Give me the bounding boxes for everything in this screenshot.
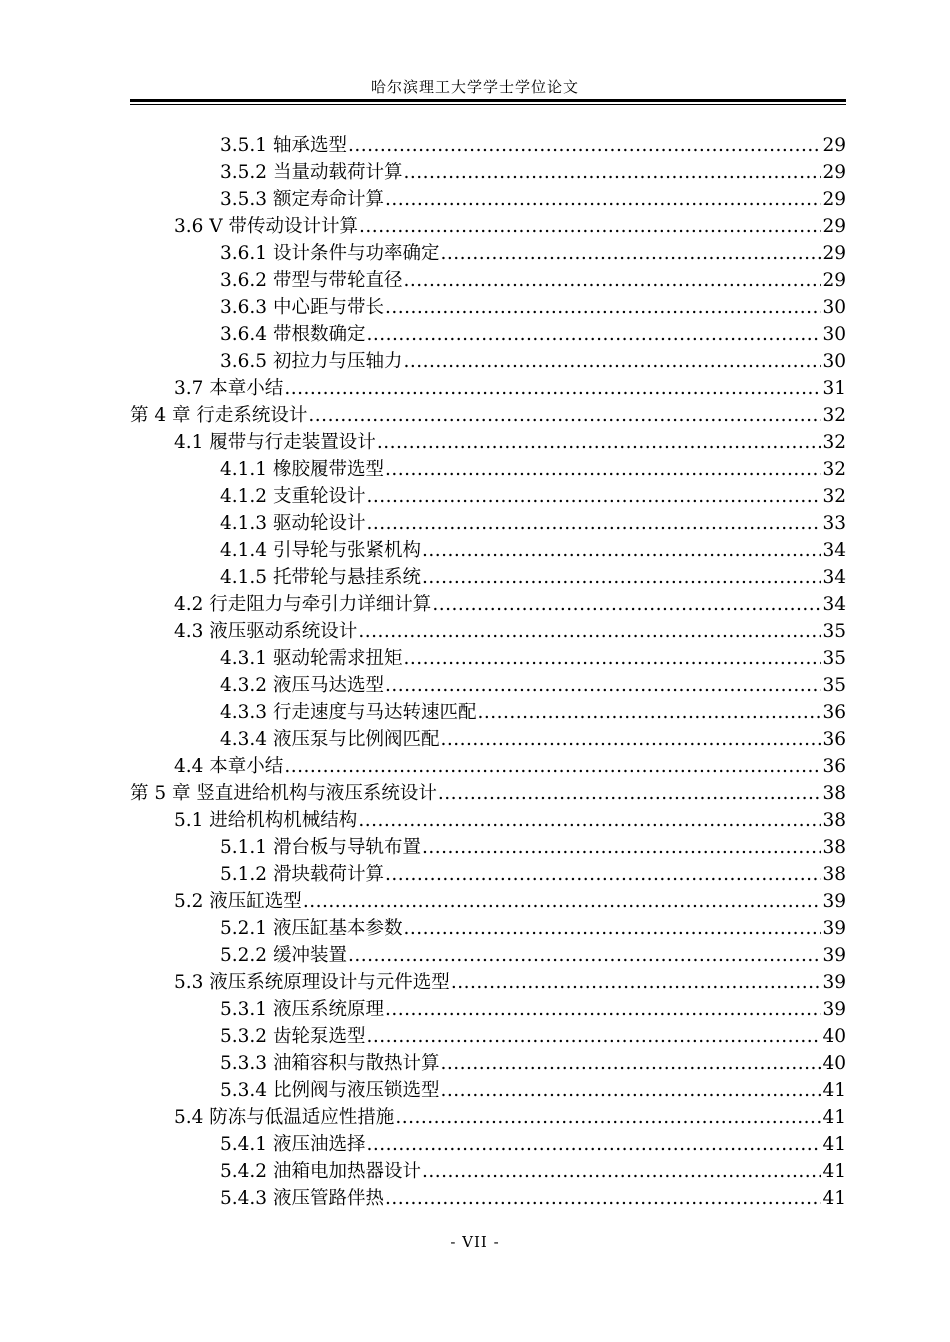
toc-dot-leader	[403, 162, 821, 183]
toc-entry-label: 4.4 本章小结	[174, 756, 284, 777]
toc-entry[interactable]	[130, 887, 846, 914]
toc-entry[interactable]	[130, 806, 846, 833]
toc-entry-page: 39	[822, 945, 846, 966]
toc-dot-leader	[348, 135, 822, 156]
toc-dot-leader	[432, 594, 821, 615]
toc-entry-page: 34	[822, 594, 846, 615]
toc-dot-leader	[440, 1053, 821, 1074]
toc-entry[interactable]	[130, 212, 846, 239]
toc-entry-page: 39	[822, 972, 846, 993]
toc-entry-label: 5.1.2 滑块载荷计算	[220, 864, 384, 885]
toc-entry[interactable]	[130, 509, 846, 536]
toc-entry-page: 38	[822, 810, 846, 831]
toc-dot-leader	[348, 945, 822, 966]
toc-entry-page: 39	[822, 891, 846, 912]
toc-entry-label: 5.1.1 滑台板与导轨布置	[220, 837, 421, 858]
toc-entry[interactable]	[130, 617, 846, 644]
toc-entry-page: 32	[822, 459, 846, 480]
toc-entry-label: 5.3 液压系统原理设计与元件选型	[174, 972, 450, 993]
toc-entry[interactable]	[130, 644, 846, 671]
toc-entry-label: 4.3.1 驱动轮需求扭矩	[220, 648, 403, 669]
toc-entry-label: 3.6.4 带根数确定	[220, 324, 366, 345]
toc-entry-label: 5.3.2 齿轮泵选型	[220, 1026, 366, 1047]
toc-entry-page: 38	[822, 837, 846, 858]
toc-entry[interactable]	[130, 752, 846, 779]
toc-entry-page: 30	[822, 351, 846, 372]
toc-entry-label: 4.1.3 驱动轮设计	[220, 513, 366, 534]
toc-entry[interactable]	[130, 833, 846, 860]
toc-entry-page: 36	[822, 729, 846, 750]
toc-entry-label: 3.6.5 初拉力与压轴力	[220, 351, 403, 372]
toc-entry[interactable]	[130, 347, 846, 374]
toc-entry-label: 4.3 液压驱动系统设计	[174, 621, 358, 642]
toc-entry-label: 3.6.1 设计条件与功率确定	[220, 243, 440, 264]
toc-dot-leader	[385, 675, 821, 696]
toc-entry[interactable]	[130, 698, 846, 725]
toc-dot-leader	[358, 810, 821, 831]
toc-entry[interactable]	[130, 185, 846, 212]
toc-entry-page: 39	[822, 999, 846, 1020]
toc-entry[interactable]	[130, 428, 846, 455]
toc-entry-label: 4.1.4 引导轮与张紧机构	[220, 540, 421, 561]
toc-entry-label: 4.1.2 支重轮设计	[220, 486, 366, 507]
toc-entry-page: 29	[822, 216, 846, 237]
toc-entry-label: 4.3.4 液压泵与比例阀匹配	[220, 729, 440, 750]
toc-entry[interactable]	[130, 563, 846, 590]
toc-dot-leader	[359, 216, 821, 237]
toc-entry-label: 5.2.1 液压缸基本参数	[220, 918, 403, 939]
toc-dot-leader	[366, 1134, 821, 1155]
toc-dot-leader	[403, 648, 821, 669]
toc-dot-leader	[358, 621, 821, 642]
toc-dot-leader	[440, 1080, 821, 1101]
toc-entry-label: 5.3.3 油箱容积与散热计算	[220, 1053, 440, 1074]
toc-dot-leader	[385, 189, 821, 210]
toc-entry[interactable]	[130, 914, 846, 941]
page-header-title: 哈尔滨理工大学学士学位论文	[370, 78, 579, 96]
toc-entry-page: 35	[822, 621, 846, 642]
toc-entry-label: 4.1.1 橡胶履带选型	[220, 459, 384, 480]
toc-dot-leader	[385, 459, 821, 480]
toc-entry-page: 41	[822, 1134, 846, 1155]
toc-entry[interactable]	[130, 293, 846, 320]
toc-entry-page: 32	[822, 486, 846, 507]
toc-entry-label: 3.6 V 带传动设计计算	[174, 216, 359, 237]
toc-dot-leader	[438, 783, 822, 804]
toc-entry-label: 3.7 本章小结	[174, 378, 284, 399]
toc-entry-label: 第 5 章 竖直进给机构与液压系统设计	[130, 783, 437, 804]
toc-entry-page: 36	[822, 756, 846, 777]
toc-entry-page: 33	[822, 513, 846, 534]
toc-entry[interactable]	[130, 1049, 846, 1076]
toc-entry-label: 4.1 履带与行走装置设计	[174, 432, 376, 453]
toc-entry-page: 32	[822, 432, 846, 453]
toc-entry-label: 4.2 行走阻力与牵引力详细计算	[174, 594, 432, 615]
toc-entry[interactable]	[130, 941, 846, 968]
toc-entry-page: 41	[822, 1107, 846, 1128]
toc-dot-leader	[284, 756, 821, 777]
toc-dot-leader	[440, 729, 821, 750]
toc-entry-label: 3.5.3 额定寿命计算	[220, 189, 384, 210]
toc-dot-leader	[366, 486, 821, 507]
toc-entry-page: 38	[822, 864, 846, 885]
toc-dot-leader	[422, 567, 821, 588]
toc-entry-page: 40	[822, 1026, 846, 1047]
toc-entry-label: 5.3.4 比例阀与液压锁选型	[220, 1080, 440, 1101]
toc-entry-page: 29	[822, 162, 846, 183]
toc-entry[interactable]	[130, 482, 846, 509]
toc-entry[interactable]	[130, 1184, 846, 1211]
toc-dot-leader	[451, 972, 822, 993]
toc-entry-label: 5.4.1 液压油选择	[220, 1134, 366, 1155]
toc-dot-leader	[377, 432, 822, 453]
toc-entry-label: 3.5.1 轴承选型	[220, 135, 347, 156]
toc-entry[interactable]	[130, 1022, 846, 1049]
toc-entry[interactable]	[130, 158, 846, 185]
toc-dot-leader	[395, 1107, 821, 1128]
toc-entry[interactable]	[130, 320, 846, 347]
toc-entry-label: 3.6.2 带型与带轮直径	[220, 270, 403, 291]
header-rule-thin	[130, 104, 846, 105]
toc-entry[interactable]	[130, 374, 846, 401]
toc-entry-page: 36	[822, 702, 846, 723]
toc-entry[interactable]	[130, 590, 846, 617]
toc-entry-label: 4.1.5 托带轮与悬挂系统	[220, 567, 421, 588]
toc-dot-leader	[403, 351, 821, 372]
toc-entry[interactable]	[130, 266, 846, 293]
table-of-contents	[130, 131, 846, 1211]
toc-dot-leader	[422, 837, 821, 858]
toc-entry-label: 3.5.2 当量动载荷计算	[220, 162, 403, 183]
toc-entry[interactable]	[130, 1076, 846, 1103]
page-number: - VII -	[450, 1233, 500, 1251]
toc-dot-leader	[403, 270, 821, 291]
toc-entry-page: 41	[822, 1188, 846, 1209]
toc-entry-page: 39	[822, 918, 846, 939]
toc-entry-label: 5.2.2 缓冲装置	[220, 945, 347, 966]
toc-dot-leader	[366, 1026, 821, 1047]
toc-entry-page: 32	[822, 405, 846, 426]
toc-entry-page: 29	[822, 189, 846, 210]
toc-entry[interactable]	[130, 860, 846, 887]
toc-entry[interactable]	[130, 995, 846, 1022]
toc-dot-leader	[403, 918, 821, 939]
toc-entry-label: 5.3.1 液压系统原理	[220, 999, 384, 1020]
toc-entry-page: 35	[822, 675, 846, 696]
toc-dot-leader	[385, 864, 821, 885]
toc-entry[interactable]	[130, 455, 846, 482]
toc-entry[interactable]	[130, 1157, 846, 1184]
toc-entry[interactable]	[130, 131, 846, 158]
toc-dot-leader	[440, 243, 821, 264]
toc-entry-page: 29	[822, 270, 846, 291]
toc-entry[interactable]	[130, 968, 846, 995]
toc-entry[interactable]	[130, 1103, 846, 1130]
toc-entry-label: 4.3.2 液压马达选型	[220, 675, 384, 696]
toc-dot-leader	[477, 702, 821, 723]
toc-entry-page: 30	[822, 324, 846, 345]
toc-entry-label: 3.6.3 中心距与带长	[220, 297, 384, 318]
toc-entry-label: 5.4.2 油箱电加热器设计	[220, 1161, 421, 1182]
toc-entry-label: 5.2 液压缸选型	[174, 891, 302, 912]
toc-entry-page: 38	[822, 783, 846, 804]
toc-entry[interactable]	[130, 779, 846, 806]
toc-entry[interactable]	[130, 725, 846, 752]
toc-dot-leader	[366, 513, 821, 534]
toc-dot-leader	[422, 1161, 821, 1182]
toc-entry[interactable]	[130, 536, 846, 563]
toc-dot-leader	[385, 1188, 821, 1209]
toc-entry-label: 5.4.3 液压管路伴热	[220, 1188, 384, 1209]
toc-dot-leader	[385, 297, 821, 318]
toc-dot-leader	[308, 405, 821, 426]
toc-entry-page: 29	[822, 135, 846, 156]
toc-entry-page: 30	[822, 297, 846, 318]
toc-entry-page: 34	[822, 540, 846, 561]
toc-entry-page: 41	[822, 1080, 846, 1101]
toc-entry-page: 29	[822, 243, 846, 264]
toc-dot-leader	[303, 891, 822, 912]
toc-entry-label: 第 4 章 行走系统设计	[130, 405, 308, 426]
toc-dot-leader	[385, 999, 821, 1020]
toc-entry[interactable]	[130, 401, 846, 428]
toc-entry-page: 35	[822, 648, 846, 669]
toc-entry-label: 5.1 进给机构机械结构	[174, 810, 358, 831]
header-rule-thick	[130, 99, 846, 102]
toc-dot-leader	[284, 378, 821, 399]
toc-dot-leader	[366, 324, 821, 345]
toc-dot-leader	[422, 540, 821, 561]
toc-entry-label: 5.4 防冻与低温适应性措施	[174, 1107, 395, 1128]
toc-entry-label: 4.3.3 行走速度与马达转速匹配	[220, 702, 477, 723]
toc-entry[interactable]	[130, 671, 846, 698]
toc-entry-page: 41	[822, 1161, 846, 1182]
toc-entry[interactable]	[130, 239, 846, 266]
toc-entry[interactable]	[130, 1130, 846, 1157]
toc-entry-page: 34	[822, 567, 846, 588]
toc-entry-page: 31	[822, 378, 846, 399]
toc-entry-page: 40	[822, 1053, 846, 1074]
